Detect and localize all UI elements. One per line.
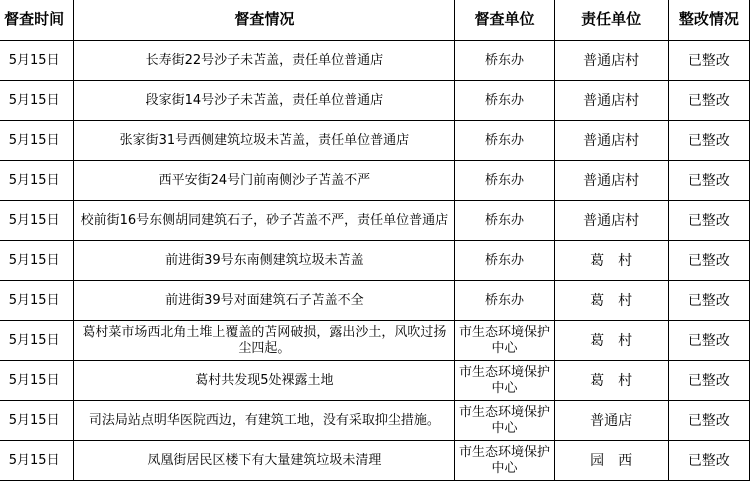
cell-responsible-unit: 普通店村	[554, 121, 668, 161]
cell-date: 5月15日	[0, 281, 74, 321]
cell-description: 校前街16号东侧胡同建筑石子，砂子苫盖不严，责任单位普通店	[74, 201, 455, 241]
header-date: 督查时间	[0, 0, 74, 41]
cell-description: 司法局站点明华医院西边，有建筑工地，没有采取抑尘措施。	[74, 401, 455, 441]
cell-date: 5月15日	[0, 161, 74, 201]
cell-date: 5月15日	[0, 201, 74, 241]
cell-description: 凤凰街居民区楼下有大量建筑垃圾未清理	[74, 441, 455, 481]
cell-inspection-unit: 市生态环境保护中心	[455, 401, 554, 441]
cell-description: 长寿街22号沙子未苫盖，责任单位普通店	[74, 41, 455, 81]
cell-responsible-unit: 葛 村	[554, 281, 668, 321]
cell-responsible-unit: 普通店村	[554, 81, 668, 121]
cell-inspection-unit: 市生态环境保护中心	[455, 361, 554, 401]
table-row	[0, 321, 750, 361]
cell-inspection-unit: 桥东办	[455, 121, 554, 161]
cell-status: 已整改	[668, 401, 749, 441]
cell-responsible-unit: 葛 村	[554, 241, 668, 281]
table-row	[0, 41, 750, 81]
cell-inspection-unit: 桥东办	[455, 41, 554, 81]
header-responsible-unit: 责任单位	[554, 0, 668, 41]
cell-inspection-unit: 桥东办	[455, 161, 554, 201]
cell-status: 已整改	[668, 161, 749, 201]
cell-status: 已整改	[668, 41, 749, 81]
cell-inspection-unit: 桥东办	[455, 81, 554, 121]
cell-date: 5月15日	[0, 441, 74, 481]
cell-status: 已整改	[668, 281, 749, 321]
table-row	[0, 201, 750, 241]
table-row	[0, 121, 750, 161]
cell-responsible-unit: 普通店村	[554, 201, 668, 241]
cell-status: 已整改	[668, 361, 749, 401]
cell-date: 5月15日	[0, 361, 74, 401]
table-row	[0, 241, 750, 281]
cell-responsible-unit: 园 西	[554, 441, 668, 481]
cell-date: 5月15日	[0, 241, 74, 281]
cell-status: 已整改	[668, 81, 749, 121]
header-inspection-unit: 督查单位	[455, 0, 554, 41]
table-row	[0, 281, 750, 321]
cell-inspection-unit: 桥东办	[455, 241, 554, 281]
cell-inspection-unit: 市生态环境保护中心	[455, 441, 554, 481]
cell-description: 西平安街24号门前南侧沙子苫盖不严	[74, 161, 455, 201]
cell-description: 段家街14号沙子未苫盖，责任单位普通店	[74, 81, 455, 121]
cell-status: 已整改	[668, 441, 749, 481]
cell-status: 已整改	[668, 321, 749, 361]
cell-description: 葛村共发现5处裸露土地	[74, 361, 455, 401]
header-description: 督查情况	[74, 0, 455, 41]
table-header-row	[0, 0, 750, 41]
cell-status: 已整改	[668, 201, 749, 241]
cell-inspection-unit: 市生态环境保护中心	[455, 321, 554, 361]
cell-inspection-unit: 桥东办	[455, 281, 554, 321]
table-row	[0, 81, 750, 121]
cell-status: 已整改	[668, 121, 749, 161]
cell-description: 前进街39号东南侧建筑垃圾未苫盖	[74, 241, 455, 281]
cell-responsible-unit: 普通店村	[554, 41, 668, 81]
cell-responsible-unit: 普通店	[554, 401, 668, 441]
cell-inspection-unit: 桥东办	[455, 201, 554, 241]
cell-responsible-unit: 葛 村	[554, 321, 668, 361]
table-row	[0, 361, 750, 401]
cell-status: 已整改	[668, 241, 749, 281]
cell-description: 葛村菜市场西北角土堆上覆盖的苫网破损，露出沙土，风吹过扬尘四起。	[74, 321, 455, 361]
cell-date: 5月15日	[0, 121, 74, 161]
cell-date: 5月15日	[0, 401, 74, 441]
cell-responsible-unit: 普通店村	[554, 161, 668, 201]
cell-description: 前进街39号对面建筑石子苫盖不全	[74, 281, 455, 321]
cell-date: 5月15日	[0, 321, 74, 361]
header-rectification-status: 整改情况	[668, 0, 749, 41]
cell-date: 5月15日	[0, 41, 74, 81]
table-row	[0, 401, 750, 441]
table-row	[0, 161, 750, 201]
cell-description: 张家街31号西侧建筑垃圾未苫盖，责任单位普通店	[74, 121, 455, 161]
cell-date: 5月15日	[0, 81, 74, 121]
table-row	[0, 441, 750, 481]
cell-responsible-unit: 葛 村	[554, 361, 668, 401]
